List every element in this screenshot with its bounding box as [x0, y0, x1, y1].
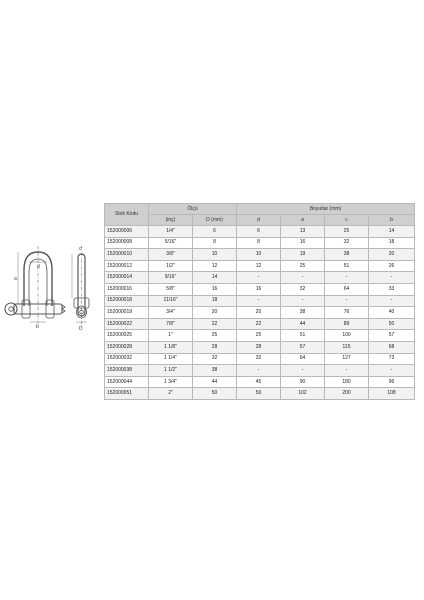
cell-a: 44	[281, 318, 325, 330]
shackle-spec-table	[104, 203, 415, 400]
cell-d-mm: 32	[193, 353, 237, 365]
cell-code: 152000022	[105, 318, 149, 330]
cell-d-mm: 20	[193, 307, 237, 319]
table-row	[105, 353, 415, 365]
cell-a: 64	[281, 353, 325, 365]
cell-inch: 5/16"	[149, 237, 193, 249]
cell-b: 20	[369, 249, 415, 261]
cell-a: 51	[281, 330, 325, 342]
cell-d: 10	[237, 249, 281, 261]
label-a: a	[14, 276, 17, 282]
cell-d: 25	[237, 330, 281, 342]
cell-code: 152000025	[105, 330, 149, 342]
cell-d-mm: 22	[193, 318, 237, 330]
cell-b: -	[369, 272, 415, 284]
cell-code: 152000008	[105, 237, 149, 249]
cell-code: 152000010	[105, 249, 149, 261]
cell-d-mm: 18	[193, 295, 237, 307]
cell-b: 96	[369, 376, 415, 388]
table-row	[105, 295, 415, 307]
cell-a: 57	[281, 341, 325, 353]
cell-inch: 1 1/2"	[149, 365, 193, 377]
cell-d: -	[237, 295, 281, 307]
cell-a: -	[281, 295, 325, 307]
cell-a: -	[281, 365, 325, 377]
cell-d-mm: 6	[193, 226, 237, 238]
cell-c: 38	[325, 249, 369, 261]
cell-a: 38	[281, 307, 325, 319]
cell-inch: 5/8"	[149, 283, 193, 295]
cell-b: 73	[369, 353, 415, 365]
cell-code: 152000014	[105, 272, 149, 284]
cell-b: 68	[369, 341, 415, 353]
cell-a: 13	[281, 226, 325, 238]
cell-inch: 11/16"	[149, 295, 193, 307]
cell-b: 33	[369, 283, 415, 295]
cell-d-mm: 14	[193, 272, 237, 284]
cell-d: 12	[237, 260, 281, 272]
table-row	[105, 226, 415, 238]
cell-c: 76	[325, 307, 369, 319]
cell-d-mm: 44	[193, 376, 237, 388]
cell-code: 152000016	[105, 283, 149, 295]
cell-c: 200	[325, 388, 369, 400]
cell-b: 26	[369, 260, 415, 272]
cell-a: 19	[281, 249, 325, 261]
table-row	[105, 318, 415, 330]
cell-a: 32	[281, 283, 325, 295]
cell-d: 6	[237, 226, 281, 238]
cell-c: 115	[325, 341, 369, 353]
cell-c: 64	[325, 283, 369, 295]
shackle-front-view	[5, 246, 65, 326]
cell-a: 16	[281, 237, 325, 249]
cell-inch: 9/16"	[149, 272, 193, 284]
table-row	[105, 330, 415, 342]
cell-c: 180	[325, 376, 369, 388]
cell-b: 40	[369, 307, 415, 319]
cell-c: -	[325, 365, 369, 377]
cell-d: 32	[237, 353, 281, 365]
header-c: c	[325, 215, 369, 226]
cell-d-mm: 28	[193, 341, 237, 353]
cell-d: 50	[237, 388, 281, 400]
cell-code: 152000051	[105, 388, 149, 400]
cell-d-mm: 38	[193, 365, 237, 377]
cell-a: 90	[281, 376, 325, 388]
cell-c: 127	[325, 353, 369, 365]
cell-code: 152000018	[105, 295, 149, 307]
shackle-side-labels	[79, 246, 83, 332]
label-D: D	[79, 326, 83, 332]
table-body	[105, 226, 415, 400]
cell-inch: 3/8"	[149, 249, 193, 261]
label-c: c	[79, 246, 82, 252]
cell-c: 25	[325, 226, 369, 238]
cell-d-mm: 25	[193, 330, 237, 342]
header-inch: (inç)	[149, 215, 193, 226]
cell-c: 89	[325, 318, 369, 330]
cell-inch: 1/2"	[149, 260, 193, 272]
cell-d-mm: 10	[193, 249, 237, 261]
cell-code: 152000032	[105, 353, 149, 365]
cell-code: 152000044	[105, 376, 149, 388]
table-header-row-2	[105, 215, 415, 226]
cell-c: -	[325, 272, 369, 284]
cell-b: 108	[369, 388, 415, 400]
cell-code: 152000019	[105, 307, 149, 319]
header-a: a	[281, 215, 325, 226]
cell-inch: 1 1/8"	[149, 341, 193, 353]
header-dimensions-group: Boyutlar (mm)	[237, 204, 415, 215]
cell-d: 16	[237, 283, 281, 295]
cell-inch: 7/8"	[149, 318, 193, 330]
label-d: d	[37, 264, 40, 270]
cell-a: 25	[281, 260, 325, 272]
cell-d-mm: 50	[193, 388, 237, 400]
cell-d: 8	[237, 237, 281, 249]
cell-inch: 2"	[149, 388, 193, 400]
cell-d: 20	[237, 307, 281, 319]
cell-c: -	[325, 295, 369, 307]
cell-c: 32	[325, 237, 369, 249]
cell-b: 18	[369, 237, 415, 249]
cell-d: 22	[237, 318, 281, 330]
cell-inch: 1 3/4"	[149, 376, 193, 388]
cell-c: 100	[325, 330, 369, 342]
cell-d: -	[237, 272, 281, 284]
cell-code: 152000006	[105, 226, 149, 238]
header-b: b	[369, 215, 415, 226]
header-stock-code: Stok Kodu	[105, 204, 149, 226]
cell-inch: 1/4"	[149, 226, 193, 238]
cell-a: -	[281, 272, 325, 284]
cell-inch: 1 1/4"	[149, 353, 193, 365]
cell-b: 50	[369, 318, 415, 330]
cell-code: 152000028	[105, 341, 149, 353]
table-row	[105, 237, 415, 249]
cell-code: 152000038	[105, 365, 149, 377]
cell-b: 57	[369, 330, 415, 342]
cell-b: -	[369, 295, 415, 307]
table-row	[105, 272, 415, 284]
cell-d: 45	[237, 376, 281, 388]
cell-c: 51	[325, 260, 369, 272]
table-row	[105, 260, 415, 272]
cell-a: 102	[281, 388, 325, 400]
cell-code: 152000012	[105, 260, 149, 272]
cell-b: -	[369, 365, 415, 377]
cell-d: -	[237, 365, 281, 377]
cell-b: 14	[369, 226, 415, 238]
cell-d-mm: 8	[193, 237, 237, 249]
header-d: d	[237, 215, 281, 226]
header-size-group: Ölçü	[149, 204, 237, 215]
shackle-drawing	[0, 0, 110, 600]
table-row	[105, 341, 415, 353]
table-row	[105, 307, 415, 319]
cell-d-mm: 16	[193, 283, 237, 295]
cell-inch: 1"	[149, 330, 193, 342]
header-d-mm: D (mm)	[193, 215, 237, 226]
table-row	[105, 249, 415, 261]
table-row	[105, 283, 415, 295]
shackle-side-view	[72, 246, 89, 328]
table-row	[105, 365, 415, 377]
cell-inch: 3/4"	[149, 307, 193, 319]
label-b: b	[36, 324, 39, 330]
table-header-row-1	[105, 204, 415, 215]
table-row	[105, 388, 415, 400]
cell-d-mm: 12	[193, 260, 237, 272]
table-row	[105, 376, 415, 388]
cell-d: 28	[237, 341, 281, 353]
